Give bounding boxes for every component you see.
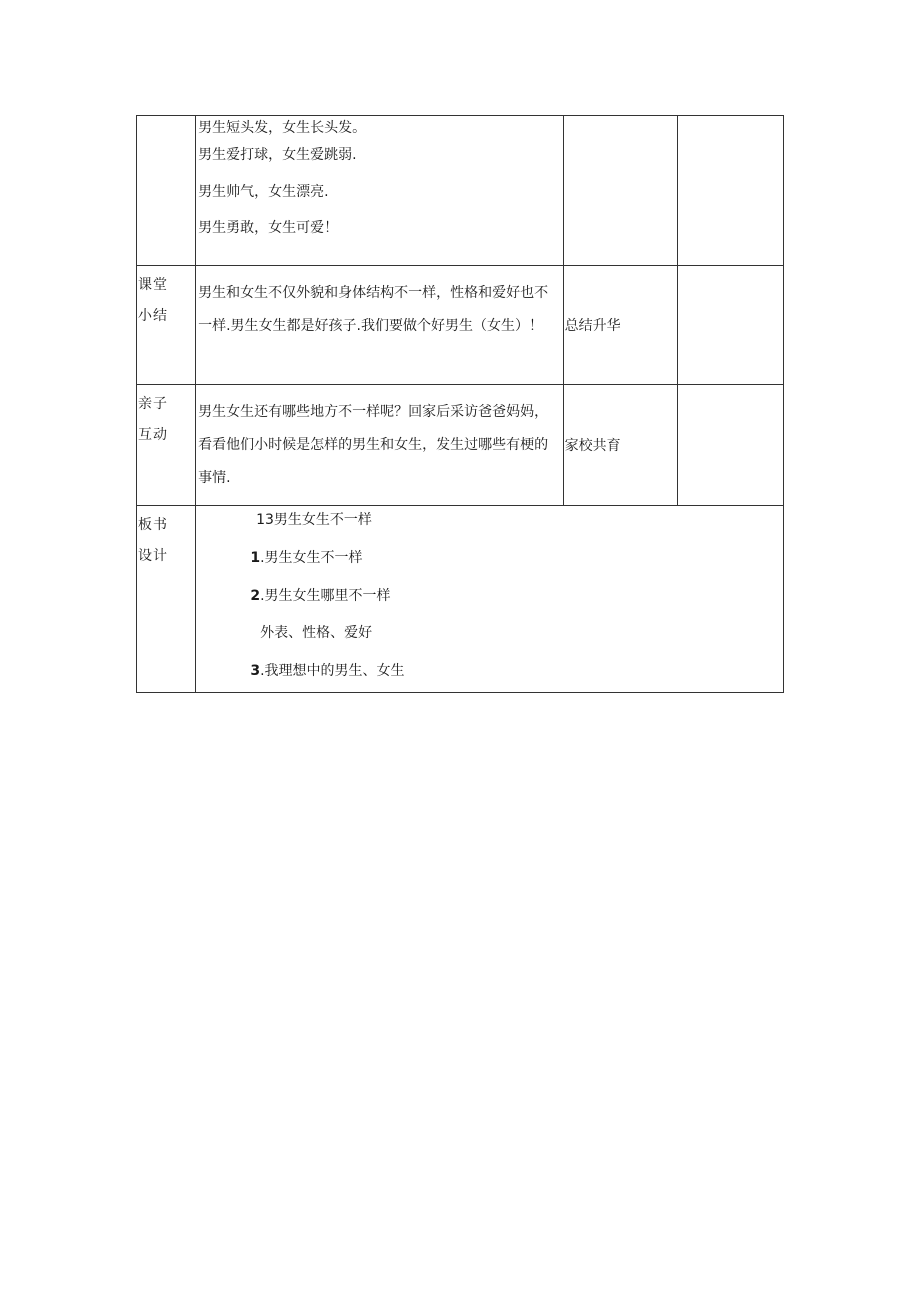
row-content xyxy=(196,116,564,266)
board-item-number: 3 xyxy=(250,663,261,679)
board-item-number: 1 xyxy=(250,550,261,566)
content-line: 男生帅气，女生漂亮. xyxy=(198,183,329,200)
row-intent xyxy=(563,116,677,266)
row-label-line: 板书 xyxy=(138,517,168,533)
row-label xyxy=(137,385,196,506)
content-line: 男生勇敢，女生可爱！ xyxy=(198,220,339,236)
content-line: 男生爱打球，女生爱跳弱. xyxy=(198,147,357,163)
board-subitem: 外表、性格、爱好 xyxy=(260,625,373,641)
board-item-number: 2 xyxy=(250,588,261,604)
row-label-line: 亲子 xyxy=(138,396,168,412)
board-design xyxy=(196,506,783,681)
table-row xyxy=(137,116,784,266)
table-row xyxy=(137,506,784,693)
row-label-line: 互动 xyxy=(138,427,168,443)
row-label xyxy=(137,116,196,266)
row-note xyxy=(677,266,783,385)
row-content: 男生女生还有哪些地方不一样呢？回家后采访爸爸妈妈，看看他们小时候是怎样的男生和女生，发生过哪些有梗的事情. xyxy=(196,385,564,506)
board-item-text: .我理想中的男生、女生 xyxy=(260,663,405,679)
board-item-text: .男生女生哪里不一样 xyxy=(260,588,391,604)
table-row xyxy=(137,385,784,506)
table-row xyxy=(137,266,784,385)
row-intent: 家校共育 xyxy=(563,385,677,506)
row-intent: 总结升华 xyxy=(563,266,677,385)
row-label xyxy=(137,266,196,385)
board-item xyxy=(196,586,783,606)
row-content: 男生和女生不仅外貌和身体结构不一样，性格和爱好也不一样.男生女生都是好孩子.我们要做个好男生（女生）！ xyxy=(196,266,564,385)
board-item xyxy=(196,661,783,681)
row-note xyxy=(677,116,783,266)
content-line: 男生短头发，女生长头发。 xyxy=(198,120,367,136)
row-note xyxy=(677,385,783,506)
board-item-text: .男生女生不一样 xyxy=(260,550,363,566)
lesson-plan-table xyxy=(136,115,784,693)
row-label xyxy=(137,506,196,693)
row-label-line: 课堂 xyxy=(138,277,168,293)
row-label-line: 小结 xyxy=(138,308,168,324)
board-title: 13男生女生不一样 xyxy=(256,512,372,528)
board-design-cell xyxy=(196,506,784,693)
row-label-line: 设计 xyxy=(138,548,168,564)
board-item xyxy=(196,548,783,568)
